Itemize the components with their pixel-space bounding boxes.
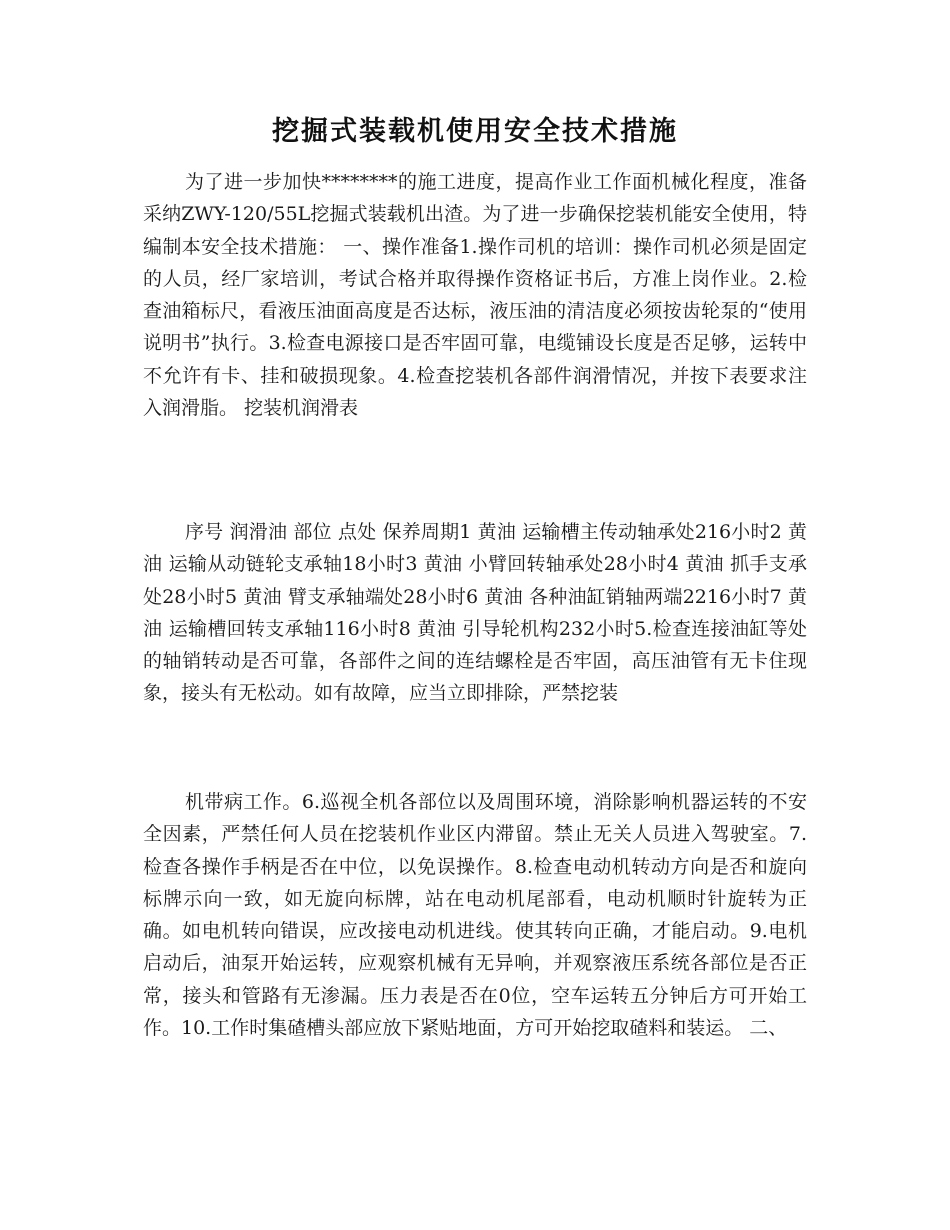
paragraph-intro-operation-prep: 为了进一步加快********的施工进度，提高作业工作面机械化程度，准备采纳ZWY-120/55L挖掘式装载机出渣。为了进一步确保挖装机能安全使用，特编制本安全技术措施： 一、操作准备1.操作司机的培训：操作司机必须是固定的人员，经厂家培训，考试合格并取得操作资格证书后，方准上岗作业。2.检查油箱标尺，看液压油面高度是否达标，液压油的清洁度必须按齿轮泵的“使用说明书”执行。3.检查电源接口是否牢固可靠，电缆铺设长度是否足够，运转中不允许有卡、挂和破损现象。4.检查挖装机各部件润滑情况，并按下表要求注入润滑脂。 挖装机润滑表: [143, 171, 807, 420]
paragraph-lubrication-table: 序号 润滑油 部位 点处 保养周期1 黄油 运输槽主传动轴承处216小时2 黄油 运输从动链轮支承轴18小时3 黄油 小臂回转轴承处28小时4 黄油 抓手支承处28小时5 黄油 臂支承轴端处28小时6 黄油 各种油缸销轴两端2216小时7 黄油 运输槽回转支承轴116小时8 黄油 引导轮机构232小时5.检查连接油缸等处的轴销转动是否可靠，各部件之间的连结螺栓是否牢固，高压油管有无卡住现象，接头有无松动。如有故障，应当立即排除，严禁挖装: [143, 521, 807, 705]
document-title: 挖掘式装载机使用安全技术措施: [272, 116, 678, 147]
paragraph-inspection-steps: 机带病工作。6.巡视全机各部位以及周围环境，消除影响机器运转的不安全因素，严禁任何人员在挖装机作业区内滞留。禁止无关人员进入驾驶室。7.检查各操作手柄是否在中位，以免误操作。8.检查电动机转动方向是否和旋向标牌示向一致，如无旋向标牌，站在电动机尾部看，电动机顺时针旋转为正确。如电机转向错误，应改接电动机进线。使其转向正确，才能启动。9.电机启动后，油泵开始运转，应观察机械有无异响，并观察液压系统各部位是否正常，接头和管路有无渗漏。压力表是否在0位，空车运转五分钟后方可开始工作。10.工作时集碴槽头部应放下紧贴地面，方可开始挖取碴料和装运。 二、: [143, 791, 807, 1040]
